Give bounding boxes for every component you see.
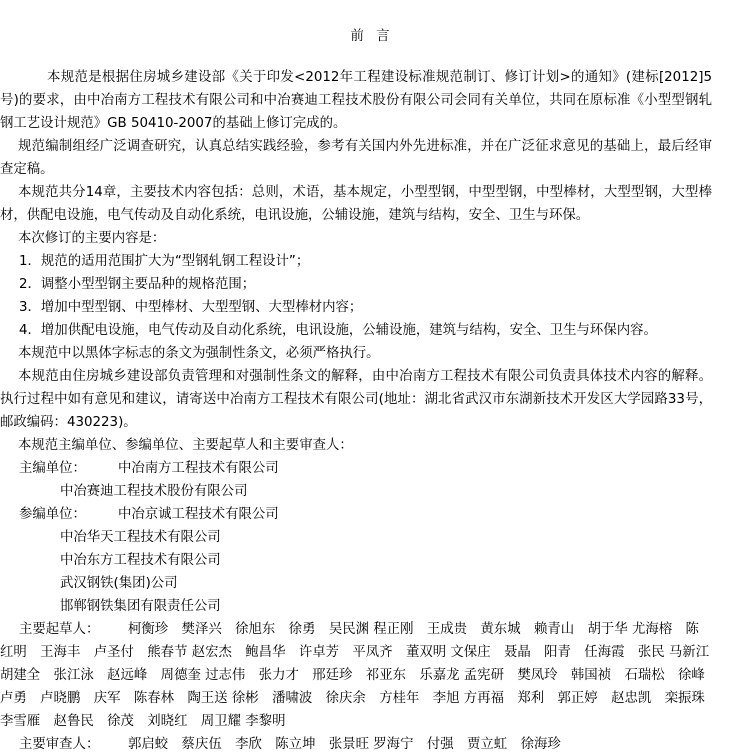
revision-item-2: 2．调整小型型钢主要品种的规格范围； [19,277,256,292]
page-title: 前 言 [350,29,394,44]
drafters-label: 主要起草人： [19,622,100,637]
paragraph-contents: 本规范共分14章，主要技术内容包括：总则，术语，基本规定，小型型钢，中型型钢，中型棒材，大型型钢，大型棒材，供配电设施，电气传动及自动化系统，电讯设施，公辅设施，建筑与结构，安全、卫生与环保。 [0,185,712,223]
paragraph-administration: 本规范由住房城乡建设部负责管理和对强制性条文的解释，由中冶南方工程技术有限公司负责具体技术内容的解释。执行过程中如有意见和建议，请寄送中冶南方工程技术有限公司(地址：湖北省武汉市东湖新技术开发区大学园路33号，邮政编码：430223)。 [0,369,712,430]
participating-unit-name: 武汉钢铁(集团)公司 [60,576,178,591]
chief-unit-label: 主编单位： [19,461,86,476]
revision-item-1: 1．规范的适用范围扩大为“型钢轧钢工程设计”； [19,254,310,269]
drafters-block [0,618,723,733]
drafters-names: 柯衡珍 樊泽兴 徐旭东 徐勇 吴民渊 程正刚 王成贵 黄东城 赖青山 胡于华 尤海榕 陈红明 王海丰 卢圣付 熊春节 赵宏杰 鲍昌华 许卓芳 平凤齐 董双明 文保庄 聂晶 阳青 任海霞 张民 马新江 胡建全 张江泳 赵远峰 周德奎 过志伟 张力才 邢廷珍 祁亚东 乐嘉龙 孟宪研 樊凤玲 韩国祯 石瑞松 徐峰 卢勇 卢晓鹏 庆军 陈春林 陶王送 徐彬 潘啸波 徐庆余 方桂年 李旭 方再福 郑利 郭正婷 赵忠凯 栾振珠 李雪雁 赵鲁民 徐茂 刘晓红 周卫耀 李黎明 [0,622,723,729]
chief-unit-name: 中冶赛迪工程技术股份有限公司 [60,484,248,499]
reviewers-block [0,733,712,756]
document-body [0,66,723,756]
participating-unit-name: 邯郸钢铁集团有限责任公司 [60,599,221,614]
chief-unit-row [0,457,712,480]
paragraph-basis: 本规范是根据住房城乡建设部《关于印发<2012年工程建设标准规范制订、修订计划>的通知》(建标[2012]5号)的要求，由中冶南方工程技术有限公司和中冶赛迪工程技术股份有限公司会同有关单位，共同在原标准《小型型钢轧钢工艺设计规范》GB 50410-2007的基础上修订完成的。 [0,70,712,131]
participating-unit-row [0,503,712,526]
revision-item-4: 4．增加供配电设施，电气传动及自动化系统，电讯设施，公辅设施，建筑与结构，安全、卫生与环保内容。 [19,323,657,338]
paragraph-revision-intro: 本次修订的主要内容是： [18,231,166,246]
paragraph-mandatory: 本规范中以黑体字标志的条文为强制性条文，必须严格执行。 [18,346,380,361]
reviewers-label: 主要审查人： [19,737,100,752]
chief-unit-name: 中冶南方工程技术有限公司 [118,461,279,476]
paragraph-research: 规范编制组经广泛调查研究，认真总结实践经验，参考有关国内外先进标准，并在广泛征求意见的基础上，最后经审查定稿。 [0,139,712,177]
participating-unit-label: 参编单位： [19,507,86,522]
reviewers-names: 郭启蛟 蔡庆伍 李欣 陈立坤 张景旺 罗海宁 付强 贾立虹 徐海珍 [128,737,561,752]
participating-unit-name: 中冶京诚工程技术有限公司 [118,507,279,522]
paragraph-units-intro: 本规范主编单位、参编单位、主要起草人和主要审查人： [18,438,353,453]
participating-unit-name: 中冶东方工程技术有限公司 [60,553,221,568]
participating-unit-name: 中冶华天工程技术有限公司 [60,530,221,545]
revision-item-3: 3．增加中型型钢、中型棒材、大型型钢、大型棒材内容； [19,300,363,315]
